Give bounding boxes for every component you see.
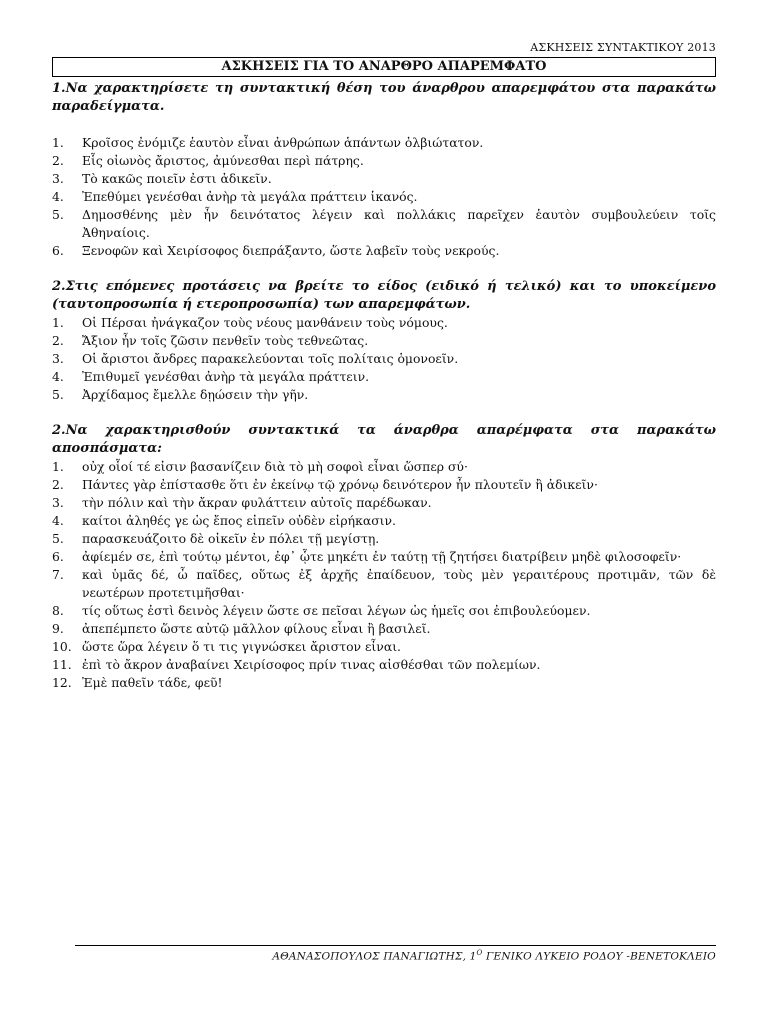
list-item <box>52 332 716 350</box>
exercise-3-heading <box>52 422 716 458</box>
exercise-1-heading-line2: παραδείγματα. <box>52 99 165 114</box>
item-text: οὐχ οἷοί τέ εἰσιν βασανίζειν διὰ τὸ μὴ σοφοὶ εἶναι ὥσπερ σύ· <box>82 459 468 474</box>
exercise-3-list <box>52 458 716 692</box>
document-title: ΑΣΚΗΣΕΙΣ ΓΙΑ ΤΟ ΑΝΑΡΘΡΟ ΑΠΑΡΕΜΦΑΤΟ <box>52 57 716 77</box>
item-number: 1. <box>52 459 64 474</box>
item-number: 3. <box>52 171 64 186</box>
item-text: παρασκευάζοιτο δὲ οἰκεῖν ἐν πόλει τῇ μεγίστῃ. <box>82 531 380 546</box>
list-item <box>52 620 716 638</box>
item-text: Ἐπεθύμει γενέσθαι ἀνὴρ τὰ μεγάλα πράττειν ἱκανός. <box>82 189 418 204</box>
list-item <box>52 656 716 674</box>
list-item <box>52 602 716 620</box>
footer-divider <box>75 945 716 946</box>
item-number: 6. <box>52 243 64 258</box>
item-text: Ἐμὲ παθεῖν τάδε, φεῦ! <box>82 675 223 690</box>
list-item <box>52 638 716 656</box>
item-number: 12. <box>52 675 72 690</box>
item-text: Κροῖσος ἐνόμιζε ἑαυτὸν εἶναι ἀνθρώπων ἁπάντων ὀλβιώτατον. <box>82 135 484 150</box>
item-text: ἀπεπέμπετο ὥστε αὐτῷ μᾶλλον φίλους εἶναι ἢ βασιλεῖ. <box>82 621 431 636</box>
list-item <box>52 368 716 386</box>
footer-school: ΓΕΝΙΚΟ ΛΥΚΕΙΟ ΡΟΔΟΥ -ΒΕΝΕΤΟΚΛΕΙΟ <box>482 950 716 963</box>
document-body <box>52 80 716 692</box>
list-item <box>52 350 716 368</box>
list-item <box>52 152 716 170</box>
item-text: Ξενοφῶν καὶ Χειρίσοφος διεπράξαντο, ὥστε λαβεῖν τοὺς νεκρούς. <box>82 243 500 258</box>
footer-author: ΑΘΑΝΑΣΟΠΟΥΛΟΣ ΠΑΝΑΓΙΩΤΗΣ, 1 <box>272 950 477 963</box>
item-number: 3. <box>52 351 64 366</box>
item-text: Τὸ κακῶς ποιεῖν ἐστι ἀδικεῖν. <box>82 171 272 186</box>
item-number: 5. <box>52 387 64 402</box>
item-text: Οἱ ἄριστοι ἄνδρες παρακελεύονται τοῖς πολίταις ὁμονοεῖν. <box>82 351 459 366</box>
item-text: Ἐπιθυμεῖ γενέσθαι ἀνὴρ τὰ μεγάλα πράττειν. <box>82 369 370 384</box>
item-number: 4. <box>52 369 64 384</box>
item-text-line1: Δημοσθένης μὲν ἦν δεινότατος λέγειν καὶ πολλάκις παρεῖχεν ἑαυτὸν συμβουλεύειν τοῖς <box>82 207 716 222</box>
exercise-1-heading <box>52 80 716 116</box>
list-item <box>52 170 716 188</box>
page-footer <box>272 949 716 963</box>
item-text: Πάντες γὰρ ἐπίστασθε ὅτι ἐν ἐκείνῳ τῷ χρόνῳ δεινότερον ἦν πλουτεῖν ἢ ἀδικεῖν· <box>82 477 598 492</box>
item-text: καίτοι ἀληθές γε ὡς ἔπος εἰπεῖν οὐδὲν εἰρήκασιν. <box>82 513 396 528</box>
list-item <box>52 206 716 242</box>
item-text-line1: καὶ ὑμᾶς δέ, ὦ παῖδες, οὕτως ἐξ ἀρχῆς ἐπαίδευον, τοὺς μὲν γεραιτέρους προτιμᾶν, τῶν δὲ <box>82 567 716 582</box>
list-item <box>52 674 716 692</box>
exercise-section-1 <box>52 80 716 260</box>
item-number: 9. <box>52 621 64 636</box>
item-text: τὴν πόλιν καὶ τὴν ἄκραν φυλάττειν αὐτοῖς παρέδωκαν. <box>82 495 432 510</box>
item-number: 11. <box>52 657 72 672</box>
item-number: 1. <box>52 135 64 150</box>
exercise-2-heading-line2: (ταυτοπροσωπία ή ετεροπροσωπία) των απαρεμφάτων. <box>52 297 471 312</box>
item-number: 2. <box>52 333 64 348</box>
list-item <box>52 566 716 602</box>
item-text: Εἷς οἰωνὸς ἄριστος, ἀμύνεσθαι περὶ πάτρης. <box>82 153 364 168</box>
list-item <box>52 134 716 152</box>
list-item <box>52 188 716 206</box>
item-number: 4. <box>52 513 64 528</box>
exercise-3-heading-line1: 2.Να χαρακτηρισθούν συντακτικά τα άναρθρα απαρέμφατα στα παρακάτω <box>52 423 716 438</box>
item-number: 2. <box>52 153 64 168</box>
item-text: Ἄξιον ἦν τοῖς ζῶσιν πενθεῖν τοὺς τεθνεῶτας. <box>82 333 369 348</box>
item-number: 6. <box>52 549 64 564</box>
item-text: ἐπὶ τὸ ἄκρον ἀναβαίνει Χειρίσοφος πρίν τινας αἰσθέσθαι τῶν πολεμίων. <box>82 657 541 672</box>
exercise-2-list <box>52 314 716 404</box>
item-number: 5. <box>52 531 64 546</box>
list-item <box>52 458 716 476</box>
item-number: 3. <box>52 495 64 510</box>
exercise-1-list <box>52 134 716 260</box>
exercise-2-heading <box>52 278 716 314</box>
item-number: 8. <box>52 603 64 618</box>
item-text: Οἱ Πέρσαι ἠνάγκαζον τοὺς νέους μανθάνειν τοὺς νόμους. <box>82 315 448 330</box>
list-item <box>52 476 716 494</box>
item-text: ἀφίεμέν σε, ἐπὶ τούτῳ μέντοι, ἐφ᾽ ᾧτε μηκέτι ἐν ταύτῃ τῇ ζητήσει διατρίβειν μηδὲ φιλοσοφεῖν· <box>82 549 682 564</box>
item-text: τίς οὕτως ἐστὶ δεινὸς λέγειν ὥστε σε πεῖσαι λέγων ὡς ἡμεῖς σοι ἐπιβουλεύομεν. <box>82 603 591 618</box>
item-number: 7. <box>52 567 64 582</box>
exercise-1-heading-line1: 1.Να χαρακτηρίσετε τη συντακτική θέση του άναρθρου απαρεμφάτου στα παρακάτω <box>52 81 716 96</box>
list-item <box>52 314 716 332</box>
list-item <box>52 494 716 512</box>
item-text-line2: νεωτέρων προτετιμῆσθαι· <box>82 585 245 600</box>
list-item <box>52 530 716 548</box>
item-number: 5. <box>52 207 64 222</box>
exercise-section-2 <box>52 278 716 404</box>
exercise-2-heading-line1: 2.Στις επόμενες προτάσεις να βρείτε το είδος (ειδικό ή τελικό) και το υποκείμενο <box>52 279 716 294</box>
exercise-3-heading-line2: αποσπάσματα: <box>52 441 162 456</box>
item-number: 2. <box>52 477 64 492</box>
list-item <box>52 242 716 260</box>
footer-superscript: Ο <box>476 949 483 957</box>
item-number: 4. <box>52 189 64 204</box>
running-header: ΑΣΚΗΣΕΙΣ ΣΥΝΤΑΚΤΙΚΟΥ 2013 <box>530 41 716 54</box>
item-text: Ἀρχίδαμος ἔμελλε δῃώσειν τὴν γῆν. <box>82 387 309 402</box>
exercise-section-3 <box>52 422 716 692</box>
item-text-line2: Ἀθηναίοις. <box>82 225 150 240</box>
list-item <box>52 548 716 566</box>
list-item <box>52 512 716 530</box>
item-text: ὥστε ὥρα λέγειν ὅ τι τις γιγνώσκει ἄριστον εἶναι. <box>82 639 401 654</box>
list-item <box>52 386 716 404</box>
item-number: 10. <box>52 639 72 654</box>
item-number: 1. <box>52 315 64 330</box>
